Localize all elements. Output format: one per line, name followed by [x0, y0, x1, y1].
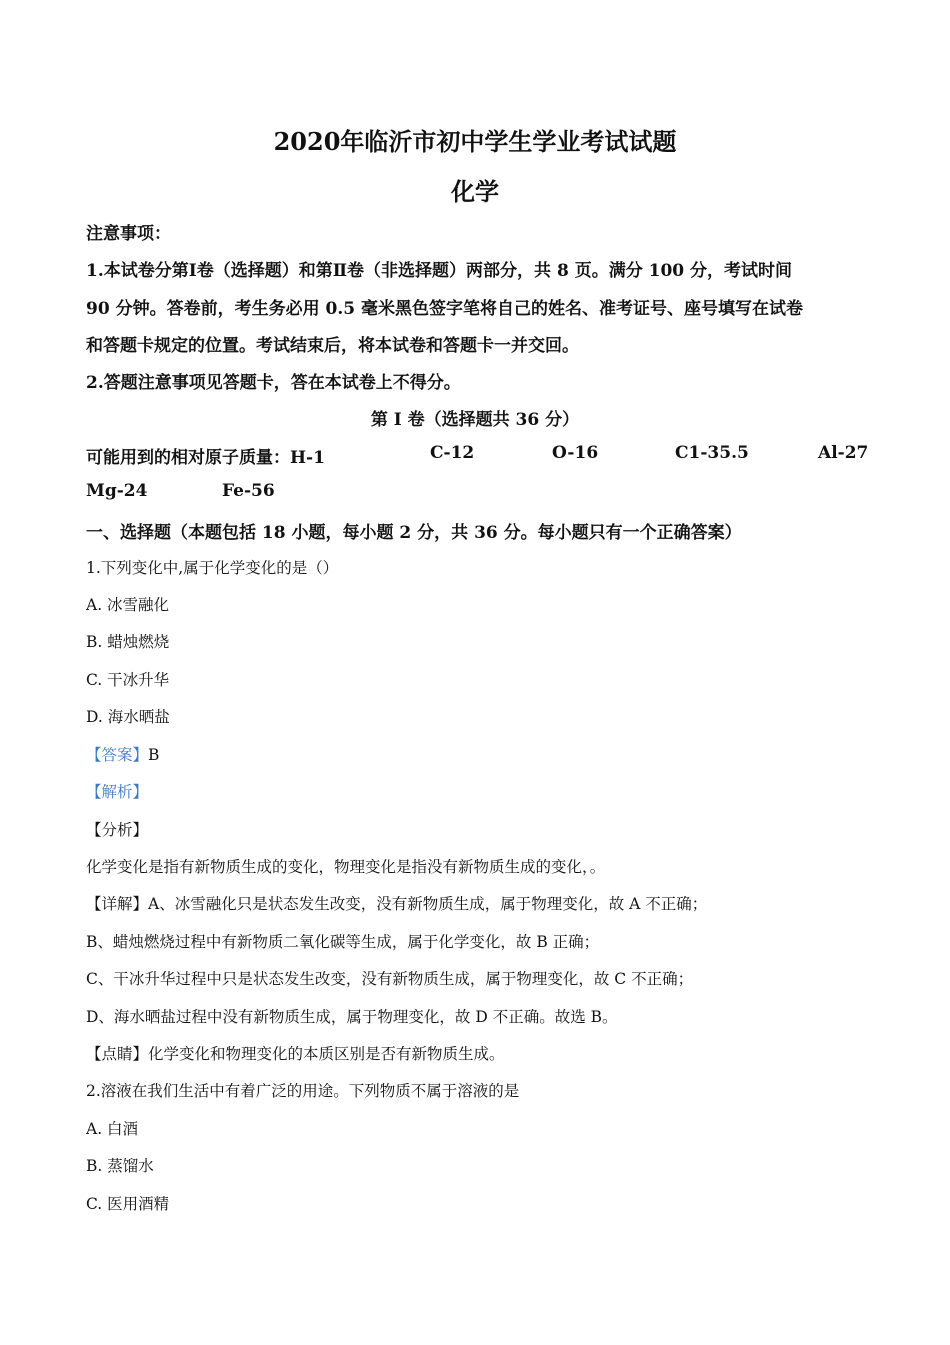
question-1-option-a: A. 冰雪融化 — [86, 596, 170, 614]
question-2-option-a: A. 白酒 — [86, 1120, 139, 1138]
notice-1-line-2: 90 分钟。答卷前，考生务必用 0.5 毫米黑色签字笔将自己的姓名、准考证号、座号填写在试卷 — [86, 299, 803, 319]
atomic-mass-o: O-16 — [552, 443, 599, 463]
question-1-stem: 1.下列变化中,属于化学变化的是（） — [86, 559, 339, 577]
atomic-mass-cl: C1-35.5 — [675, 443, 749, 463]
answer-line — [86, 743, 159, 765]
section-heading: 第 I 卷（选择题共 36 分） — [370, 410, 580, 430]
detail-line-1: 【详解】A、冰雪融化只是状态发生改变，没有新物质生成，属于物理变化，故 A 不正确； — [86, 895, 708, 913]
subject-title: 化学 — [451, 177, 499, 206]
fenxi-tag: 【分析】 — [86, 821, 149, 839]
atomic-mass-mg: Mg-24 — [86, 481, 148, 501]
question-1-option-b: B. 蜡烛燃烧 — [86, 633, 170, 651]
notice-1-line-1: 1.本试卷分第Ⅰ卷（选择题）和第Ⅱ卷（非选择题）两部分，共 8 页。满分 100 分，考试时间 — [86, 261, 793, 281]
question-1-option-d: D. 海水晒盐 — [86, 708, 170, 726]
question-1-option-c: C. 干冰升华 — [86, 671, 170, 689]
atomic-mass-fe: Fe-56 — [222, 481, 275, 501]
atomic-mass-label: 可能用到的相对原子质量：H-1 — [86, 448, 325, 468]
analysis-tag: 【解析】 — [86, 783, 149, 801]
answer-value: B — [148, 746, 160, 764]
detail-line-4: D、海水晒盐过程中没有新物质生成，属于物理变化，故 D 不正确。故选 B。 — [86, 1008, 618, 1026]
notice-heading: 注意事项： — [86, 224, 171, 244]
question-2-option-c: C. 医用酒精 — [86, 1195, 170, 1213]
notice-2: 2.答题注意事项见答题卡，答在本试卷上不得分。 — [86, 373, 461, 393]
fenxi-text: 化学变化是指有新物质生成的变化，物理变化是指没有新物质生成的变化，。 — [86, 858, 606, 876]
atomic-mass-al: Al-27 — [818, 443, 869, 463]
detail-line-2: B、蜡烛燃烧过程中有新物质二氧化碳等生成，属于化学变化，故 B 正确； — [86, 933, 600, 951]
atomic-mass-c: C-12 — [430, 443, 475, 463]
question-2-option-b: B. 蒸馏水 — [86, 1157, 154, 1175]
detail-line-3: C、干冰升华过程中只是状态发生改变，没有新物质生成，属于物理变化，故 C 不正确； — [86, 970, 694, 988]
comment-line: 【点睛】化学变化和物理变化的本质区别是否有新物质生成。 — [86, 1045, 505, 1063]
part-heading: 一、选择题（本题包括 18 小题，每小题 2 分，共 36 分。每小题只有一个正确答案） — [86, 523, 742, 543]
answer-tag: 【答案】 — [86, 746, 149, 764]
question-2-stem: 2.溶液在我们生活中有着广泛的用途。下列物质不属于溶液的是 — [86, 1082, 520, 1100]
page-title: 2020年临沂市初中学生学业考试试题 — [273, 127, 677, 156]
notice-1-line-3: 和答题卡规定的位置。考试结束后，将本试卷和答题卡一并交回。 — [86, 336, 579, 356]
